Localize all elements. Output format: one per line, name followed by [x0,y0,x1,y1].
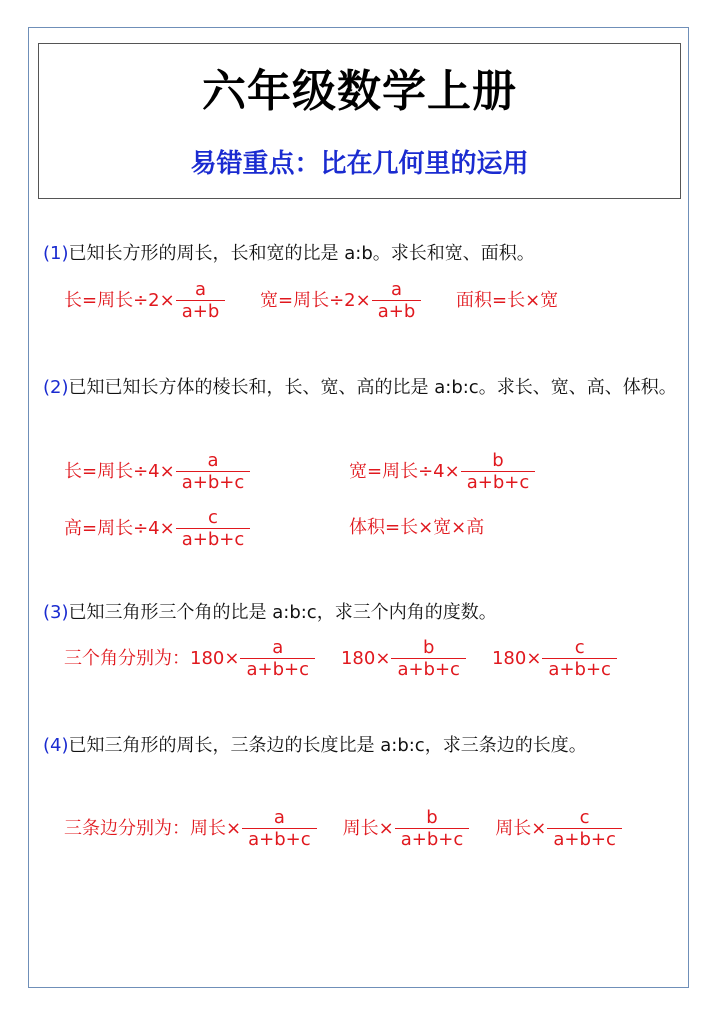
fraction: $\frac{a}{a+b+c}$ [176,451,251,493]
fraction: $\frac{a}{a+b+c}$ [240,638,315,680]
formula-width: 宽=周长÷4× $\frac{b}{a+b+c}$ [349,451,535,493]
question-number: (3) [43,602,69,623]
question-text: 已知长方形的周长，长和宽的比是 a:b。求长和宽、面积。 [68,243,535,264]
fraction: $\frac{a}{a+b+c}$ [242,808,317,850]
formula-length: 长=周长÷2× $\frac{a}{a+b}$ [64,280,225,322]
fraction: $\frac{b}{a+b+c}$ [395,808,470,850]
question-number: (1) [43,243,69,264]
question-text: 已知三角形的周长，三条边的长度比是 a:b:c，求三条边的长度。 [68,735,587,756]
formula-sides: 三条边分别为： 周长× $\frac{a}{a+b+c}$ 周长× $\frac{b}{a+b+c}$ 周长× $\frac{c}{a+b+c}$ [64,808,622,850]
fraction: $\frac{c}{a+b+c}$ [176,508,251,550]
fraction: $\frac{c}{a+b+c}$ [547,808,622,850]
fraction: $\frac{b}{a+b+c}$ [391,638,466,680]
fraction: $\frac{a}{a+b}$ [176,280,226,322]
fraction: $\frac{b}{a+b+c}$ [461,451,536,493]
page-subtitle: 易错重点：比在几何里的运用 [190,149,529,179]
question-1 [43,237,683,271]
formula-length: 长=周长÷4× $\frac{a}{a+b+c}$ [64,451,250,493]
page-title: 六年级数学上册 [202,66,517,117]
fraction: $\frac{a}{a+b}$ [372,280,422,322]
question-text: 已知三角形三个角的比是 a:b:c，求三个内角的度数。 [68,602,497,623]
question-number: (4) [43,735,69,756]
question-4 [43,729,683,763]
question-2 [43,371,683,405]
fraction: $\frac{c}{a+b+c}$ [542,638,617,680]
question-number: (2) [43,377,69,398]
question-3 [43,596,683,630]
formula-height: 高=周长÷4× $\frac{c}{a+b+c}$ [64,508,250,550]
formula-volume: 体积=长×宽×高 [349,517,485,538]
formula-area: 面积=长×宽 [456,290,559,311]
formula-width: 宽=周长÷2× $\frac{a}{a+b}$ [260,280,421,322]
formula-angles: 三个角分别为： 180× $\frac{a}{a+b+c}$ 180× $\frac{b}{a+b+c}$ 180× $\frac{c}{a+b+c}$ [64,638,617,680]
question-text: 已知已知长方体的棱长和，长、宽、高的比是 a:b:c。求长、宽、高、体积。 [68,377,677,398]
